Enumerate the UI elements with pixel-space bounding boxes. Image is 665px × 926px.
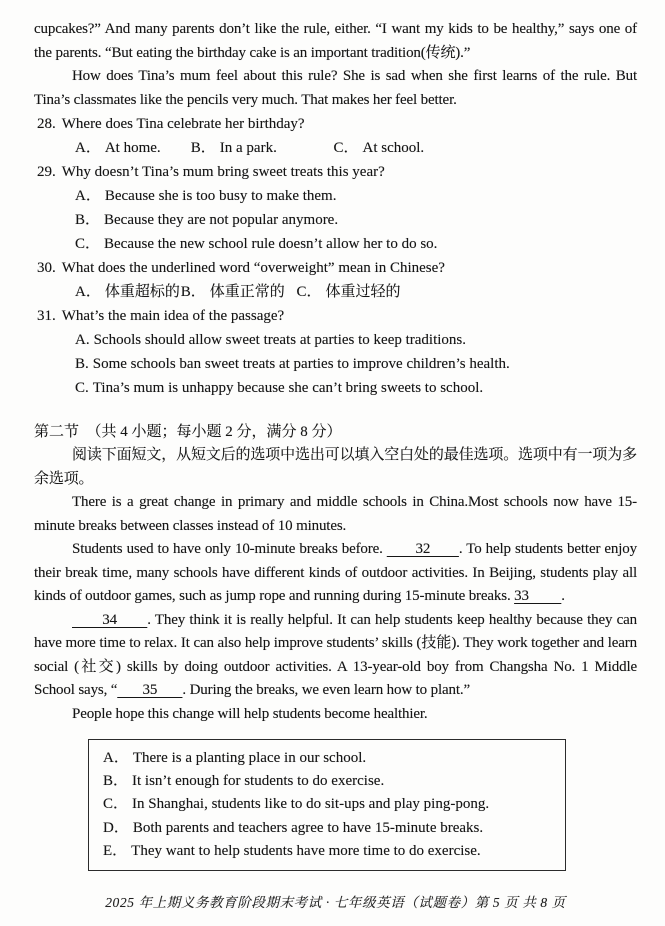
question-28-stem — [37, 112, 637, 136]
option-c: C． At school. — [333, 140, 425, 156]
option-a: A. Schools should allow sweet treats at parties to keep traditions. — [75, 332, 467, 348]
option-a: A． 体重超标的 — [75, 284, 180, 300]
question-number: 30. — [37, 260, 56, 276]
question-31 — [37, 304, 637, 400]
box-option-d: D． Both parents and teachers agree to have 15-minute breaks. — [103, 819, 484, 836]
passage-paragraph-1: cupcakes?” And many parents don’t like the rule, either. “I want my kids to be healthy,” says one of the parents. “But eating the birthday cake is an important tradition(传统).” — [34, 21, 637, 61]
page-footer: 2025 年上期义务教育阶段期末考试 · 七年级英语（试题卷）第 5 页 共 8 页 — [105, 895, 566, 910]
cloze-paragraph-4: People hope this change will help students become healthier. — [72, 705, 428, 722]
question-text: What’s the main idea of the passage? — [61, 308, 285, 324]
blank-32: 32 — [386, 541, 459, 557]
option-b: B. Some schools ban sweet treats at parties to improve children’s health. — [75, 356, 510, 372]
question-number: 28. — [37, 116, 56, 132]
cloze-paragraph-3: 34 . They think it is really helpful. It can help students keep healthy because they can have more time to relax. It can also help improve students’ skills (技能). They work together and learn social (社交) skills by doing outdoor activities. A 13-year-old boy from Changsha No. 1 Middle School says, “ 35 . During the breaks, we even learn how to plant.” — [34, 611, 637, 698]
question-30-options — [37, 280, 637, 304]
question-text: What does the underlined word “overweight” mean in Chinese? — [61, 260, 445, 276]
question-number: 31. — [37, 308, 56, 324]
question-30-stem — [37, 256, 637, 280]
section-2-heading: 第二节 （共 4 小题；每小题 2 分，满分 8 分） — [34, 424, 342, 440]
cloze-paragraph-1: There is a great change in primary and middle schools in China.Most schools now have 15-minute breaks between classes instead of 10 minutes. — [34, 494, 637, 534]
option-a: A． At home. — [75, 140, 161, 156]
option-c: C． 体重过轻的 — [296, 284, 401, 300]
question-28 — [37, 112, 637, 160]
cloze-options-box — [88, 739, 566, 871]
question-29-stem — [37, 160, 637, 184]
blank-34: 34 — [72, 611, 148, 628]
option-b: B． Because they are not popular anymore. — [75, 212, 339, 228]
option-c: C. Tina’s mum is unhappy because she can’t bring sweets to school. — [75, 380, 484, 396]
question-text: Why doesn’t Tina’s mum bring sweet treats this year? — [61, 164, 385, 180]
option-a: A． Because she is too busy to make them. — [75, 188, 337, 204]
question-text: Where does Tina celebrate her birthday? — [61, 116, 305, 132]
option-b: B． 体重正常的 — [180, 284, 285, 300]
option-c: C． Because the new school rule doesn’t allow her to do so. — [75, 236, 438, 252]
question-28-options — [37, 136, 637, 160]
question-31-stem — [37, 304, 637, 328]
question-number: 29. — [37, 164, 56, 180]
question-30 — [37, 256, 637, 304]
blank-33: 33 — [514, 588, 562, 604]
box-option-b: B． It isn’t enough for students to do exercise. — [103, 773, 385, 790]
blank-35: 35 — [117, 682, 183, 698]
passage-paragraph-2: How does Tina’s mum feel about this rule? She is sad when she first learns of the rule. But Tina’s classmates like the pencils very much. That makes her feel better. — [34, 68, 637, 108]
option-b: B． In a park. — [190, 140, 277, 156]
box-option-c: C． In Shanghai, students like to do sit-ups and play ping-pong. — [103, 796, 490, 813]
box-option-e: E． They want to help students have more time to do exercise. — [103, 842, 481, 859]
cloze-paragraph-2: Students used to have only 10-minute breaks before. 32 . To help students better enjoy their break time, many schools have different kinds of outdoor activities. In Beijing, students play all kinds of outdoor games, such as jump rope and running during 15-minute breaks. 33 . — [34, 541, 637, 604]
box-option-a: A． There is a planting place in our school. — [103, 750, 367, 766]
question-29 — [37, 160, 637, 256]
section-2-instruction: 阅读下面短文，从短文后的选项中选出可以填入空白处的最佳选项。选项中有一项为多余选项。 — [34, 447, 637, 487]
